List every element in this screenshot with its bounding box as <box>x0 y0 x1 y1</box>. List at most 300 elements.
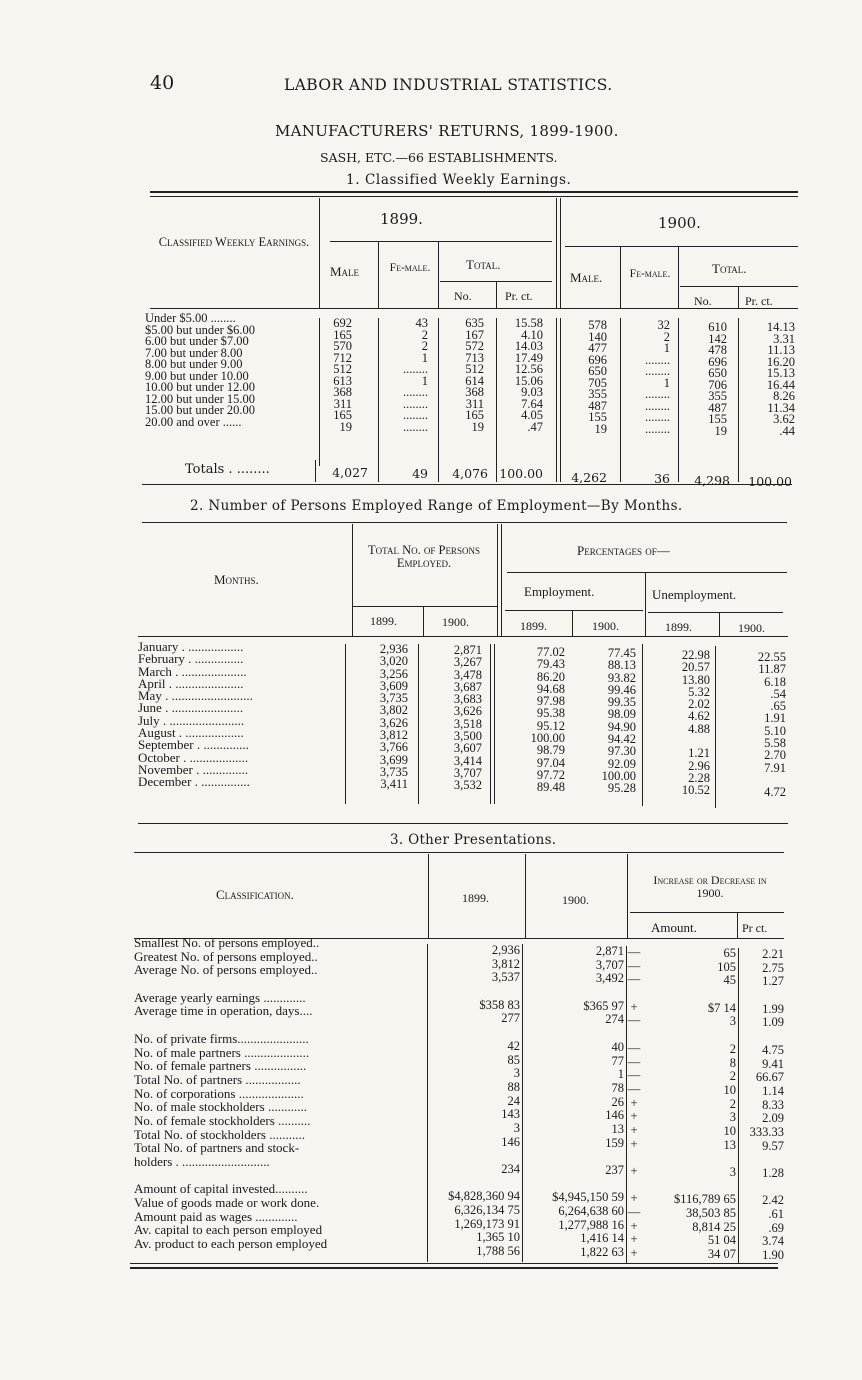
t2-u1900-cell: 4.72 <box>764 785 786 800</box>
t1-f1900-cell: ........ <box>645 410 670 424</box>
t3-labels-cell: Av. product to each person employed <box>134 1236 328 1252</box>
t1-pct1900-cell: 11.13 <box>767 343 795 357</box>
t3-pct-cell: .69 <box>768 1220 784 1235</box>
t1-pct1899-cell: 15.58 <box>514 316 543 330</box>
t1-pct1899-cell: 12.56 <box>514 362 543 376</box>
t2-t1899-cell: 3,812 <box>379 728 408 743</box>
t2-e1899-cell: 100.00 <box>530 731 565 746</box>
t3-v1900-cell: 13 <box>611 1121 624 1136</box>
t2-e1899-cell: 97.98 <box>536 694 565 709</box>
t3-amount-cell: 105 <box>717 959 736 974</box>
t3-v1899-cell: 3,812 <box>491 956 520 971</box>
t2-header-unemp-1900: 1900. <box>738 621 765 635</box>
t3-pct-cell: 333.33 <box>749 1124 784 1139</box>
t1-f1900-cell: 1 <box>663 341 670 355</box>
t3-values-1899 <box>430 945 520 1260</box>
t2-u1899-cell: 20.57 <box>681 660 710 675</box>
t3-header-increase-decrease: Increase or Decrease in 1900. <box>653 873 767 900</box>
t2-header-unemployment: Unemployment. <box>652 587 737 602</box>
t2-months-cell: August . .................. <box>138 725 244 741</box>
t3-labels-cell: No. of female stockholders .......... <box>134 1112 311 1128</box>
t1-m1899-cell: 165 <box>333 408 352 422</box>
t3-pct-cell: 1.28 <box>762 1166 784 1180</box>
t1-pct1899-cell: 14.03 <box>514 339 543 353</box>
t2-months-cell: December . ............... <box>138 774 250 790</box>
t1-pct1900-cell: 16.20 <box>766 354 795 369</box>
t3-sign-cell: — <box>627 958 641 973</box>
t2-months-cell: November . .............. <box>138 761 249 777</box>
t3-amount-cell: 10 <box>723 1082 736 1097</box>
t1-header-classification: Classified Weekly Earnings. <box>158 235 310 249</box>
t1-pct1900-cell: .44 <box>779 423 795 438</box>
t3-amount-cell: 65 <box>723 946 736 960</box>
t2-e1899-cell: 86.20 <box>536 669 565 684</box>
t2-e1900-cell: 94.90 <box>607 719 636 734</box>
t2-months-cell: March . .................... <box>138 663 247 679</box>
t3-v1900-cell: 1 <box>617 1067 624 1082</box>
t3-v1899-cell: 146 <box>501 1134 520 1149</box>
t1-pct1899-cell: 7.64 <box>521 396 543 411</box>
t2-month-labels <box>138 641 343 789</box>
t3-v1900-cell: 1,416 14 <box>580 1231 624 1246</box>
t1-m1900-cell: 578 <box>588 318 607 332</box>
t1-no1899-cell: 311 <box>465 396 484 411</box>
t1-no1900-cell: 487 <box>708 400 727 415</box>
t1-totals-female-1899: 49 <box>412 466 428 481</box>
t3-labels-cell: No. of male stockholders ............ <box>134 1099 307 1115</box>
t1-pct1900-cell: 11.34 <box>767 400 795 415</box>
t1-f1900-cell: 2 <box>663 329 670 344</box>
t3-pct-cell: 66.67 <box>755 1070 784 1085</box>
t2-e1900-cell: 100.00 <box>601 768 636 783</box>
t1-m1900-cell: 696 <box>588 352 607 367</box>
t1-pct1899-cell: 4.10 <box>521 327 543 342</box>
t1-labels-cell: 7.00 but under 8.00 <box>145 345 243 360</box>
t3-amount-cell: 10 <box>723 1123 736 1138</box>
t3-header-pct: Pr ct. <box>742 921 768 935</box>
t3-labels-cell: No. of female partners ................ <box>134 1058 307 1074</box>
t1-labels-cell: 6.00 but under $7.00 <box>145 334 249 348</box>
t3-sign-cell: — <box>627 972 641 987</box>
t3-labels-cell: Average time in operation, days.... <box>134 1003 313 1019</box>
t3-pct-cell: 1.99 <box>762 1001 784 1016</box>
t3-amount-cell: 3 <box>729 1110 736 1125</box>
t1-f1899-cell: 1 <box>421 350 428 365</box>
t1-totals-pct-1900: 100.00 <box>748 474 792 489</box>
t1-totals-female-1900: 36 <box>654 471 670 486</box>
page-number: 40 <box>150 72 175 94</box>
t1-labels-cell: 12.00 but under 15.00 <box>145 391 256 406</box>
t2-t1899-cell: 3,802 <box>379 703 408 718</box>
t2-t1900-cell: 3,687 <box>453 679 482 694</box>
t3-amount-cell: 2 <box>729 1069 736 1084</box>
t2-u1899-cell: 4.88 <box>688 721 710 736</box>
t3-sign-cell: + <box>630 999 638 1014</box>
t3-v1899-cell: $358 83 <box>479 997 520 1012</box>
t3-v1899-cell: 24 <box>507 1093 520 1108</box>
t3-pct-cell: .61 <box>768 1207 784 1222</box>
t1-labels-cell: 15.00 but under 20.00 <box>145 403 256 417</box>
t3-values-1900 <box>526 946 624 1261</box>
t3-amount-cell: 45 <box>723 973 736 988</box>
t3-labels-cell: Amount of capital invested.......... <box>134 1181 308 1197</box>
t1-pct1899-cell: .47 <box>527 419 543 434</box>
t2-t1900-cell: 3,500 <box>453 729 482 744</box>
t3-pct-cell: 1.90 <box>762 1248 784 1263</box>
t3-amount-cell: 8 <box>729 1055 736 1070</box>
t3-pct-cell: 2.75 <box>762 960 784 975</box>
t2-e1899-cell: 95.38 <box>536 706 565 721</box>
t3-sign-cell: + <box>630 1095 638 1110</box>
t1-no1900-cell: 155 <box>708 412 727 426</box>
t2-t1899-cell: 3,256 <box>379 666 408 681</box>
t1-m1899-cell: 570 <box>333 339 352 353</box>
t3-sign-cell: — <box>627 945 641 959</box>
t1-no1899-cell: 368 <box>465 385 484 399</box>
t3-sign-cell: + <box>630 1191 638 1206</box>
t2-e1900-cell: 88.13 <box>607 658 636 673</box>
t2-e1899-cell: 77.02 <box>536 645 565 659</box>
t2-u1899-cell: 13.80 <box>681 672 710 687</box>
t3-sign-cell: + <box>630 1109 638 1124</box>
t2-e1900-cell: 99.46 <box>607 682 636 697</box>
t3-pct-cell: 2.42 <box>762 1193 784 1208</box>
t1-no1900-cell: 696 <box>708 354 727 369</box>
t3-v1900-cell: 274 <box>605 1012 624 1027</box>
t2-t1899-cell: 3,609 <box>379 678 408 693</box>
t3-v1899-cell: 143 <box>501 1107 520 1122</box>
t2-header-total-1900: 1900. <box>442 615 469 629</box>
t3-labels-cell: Greatest No. of persons employed.. <box>134 948 318 964</box>
t3-v1900-cell: 3,707 <box>595 957 624 972</box>
t2-header-months: Months. <box>214 572 259 587</box>
t2-t1900-cell: 3,683 <box>453 692 482 707</box>
t2-u1899-cell: 2.28 <box>688 770 710 785</box>
t1-female-1900 <box>622 320 670 435</box>
t1-pct1900-cell: 3.62 <box>773 412 795 426</box>
t2-u1900-cell: 5.10 <box>764 723 786 738</box>
t2-t1900-cell: 3,518 <box>453 716 482 731</box>
t1-m1900-cell: 705 <box>588 375 607 390</box>
t2-months-cell: June . ...................... <box>138 700 244 716</box>
t1-m1900-cell: 650 <box>588 364 607 378</box>
t1-no1900-cell: 142 <box>708 331 727 346</box>
t2-t1899-cell: 3,020 <box>379 654 408 669</box>
t1-m1899-cell: 19 <box>339 419 352 434</box>
t3-amount-cell: 2 <box>729 1041 736 1056</box>
t3-v1900-cell: $4,945,150 59 <box>552 1190 624 1205</box>
t2-header-emp-1899: 1899. <box>520 619 547 633</box>
t1-no1899-cell: 635 <box>465 316 484 330</box>
t3-amount-cell: $7 14 <box>707 1000 736 1015</box>
t1-no1899-cell: 165 <box>465 408 484 422</box>
t1-f1900-cell: 1 <box>663 375 670 390</box>
t1-header-female-1899: Fe-male. <box>389 262 431 274</box>
t1-labels-cell: 9.00 but under 10.00 <box>145 368 249 383</box>
t1-labels-cell: $5.00 but under $6.00 <box>145 322 256 337</box>
t3-v1899-cell: 6,326,134 75 <box>454 1203 520 1218</box>
t1-no1900-cell: 650 <box>708 366 727 380</box>
t3-sign-cell: + <box>630 1122 638 1137</box>
t1-header-pct-1900: Pr. ct. <box>745 294 773 308</box>
t1-m1900-cell: 355 <box>588 387 607 401</box>
t2-u1899-cell: 22.98 <box>681 648 710 662</box>
t2-t1899-cell: 3,411 <box>380 777 408 792</box>
t2-t1899-cell: 3,626 <box>379 715 408 730</box>
t3-amount-cell: 2 <box>729 1096 736 1111</box>
t3-sign-cell: + <box>630 1164 638 1178</box>
t2-u1900-cell: 5.58 <box>764 736 786 751</box>
t2-e1899-cell: 98.79 <box>536 743 565 758</box>
t2-e1899-cell: 79.43 <box>536 657 565 672</box>
t1-f1900-cell: ........ <box>645 364 670 378</box>
t3-labels-cell: Total No. of partners ................. <box>134 1071 301 1087</box>
t1-m1900-cell: 155 <box>588 410 607 424</box>
t1-total-pct-1900 <box>740 322 795 437</box>
t1-f1899-cell: 2 <box>421 327 428 342</box>
t1-header-no-1900: No. <box>694 294 712 308</box>
t3-labels-cell: Av. capital to each person employed <box>134 1222 323 1238</box>
t3-v1899-cell: 88 <box>507 1079 520 1094</box>
t3-sign-cell: + <box>630 1218 638 1233</box>
t3-v1900-cell: 3,492 <box>595 971 624 986</box>
t2-e1900-cell: 92.09 <box>607 756 636 771</box>
t3-labels-cell: Smallest No. of persons employed.. <box>134 935 320 950</box>
t2-t1900-cell: 3,532 <box>453 778 482 793</box>
t3-amount-cell: 3 <box>729 1014 736 1029</box>
t3-sign-cell: — <box>627 1081 641 1096</box>
t2-months-cell: February . ............... <box>138 651 244 667</box>
t1-pct1900-cell: 3.31 <box>773 331 795 346</box>
t2-u1899-cell: 4.62 <box>688 709 710 724</box>
t1-header-1900: 1900. <box>658 214 701 232</box>
t3-labels-cell: No. of male partners .................... <box>134 1044 310 1060</box>
t1-labels-cell: Under $5.00 ........ <box>145 311 236 325</box>
t2-u1900-cell: 2.70 <box>764 748 786 763</box>
t3-v1899-cell <box>430 1027 520 1041</box>
t3-pct-cell: 2.09 <box>762 1111 784 1126</box>
t3-v1900-cell: 146 <box>605 1108 624 1123</box>
t3-v1900-cell: 1,277,988 16 <box>558 1217 624 1232</box>
t1-totals-male-1900: 4,262 <box>571 470 607 485</box>
t2-u1899-cell: 2.02 <box>688 697 710 712</box>
t1-header-pct-1899: Pr. ct. <box>505 289 533 303</box>
t3-pct-cell: 9.57 <box>762 1138 784 1153</box>
t1-pct1899-cell: 4.05 <box>521 408 543 422</box>
t2-t1900-cell: 3,707 <box>453 765 482 780</box>
t3-v1899-cell: 3 <box>513 1120 520 1135</box>
t1-no1899-cell: 512 <box>465 362 484 376</box>
t1-m1900-cell: 487 <box>588 398 607 413</box>
t3-pct-cell: 8.33 <box>762 1097 784 1112</box>
t2-e1899-cell: 94.68 <box>536 681 565 696</box>
t2-months-cell: October . .................. <box>138 749 249 765</box>
t2-t1899-cell: 3,735 <box>379 691 408 706</box>
t2-u1900-cell: 1.91 <box>764 711 786 726</box>
t1-male-1900 <box>562 320 607 435</box>
t1-pct1900-cell: 16.44 <box>766 377 795 392</box>
t3-sign-cell: — <box>627 1054 641 1069</box>
t2-months-cell: July . ....................... <box>138 712 245 728</box>
t3-labels-cell: Average No. of persons employed.. <box>134 962 318 978</box>
t1-pct1899-cell: 17.49 <box>514 350 543 365</box>
t2-employment-1900 <box>570 648 636 796</box>
t1-header-1899: 1899. <box>380 210 423 228</box>
t2-u1899-cell: 10.52 <box>681 783 710 798</box>
t1-m1900-cell: 19 <box>594 421 607 436</box>
t2-months-cell: May . ......................... <box>138 688 253 704</box>
t3-pct-cell: 3.74 <box>762 1234 784 1249</box>
t1-header-total-1899: Total. <box>466 257 501 272</box>
t2-u1900-cell: 6.18 <box>764 674 786 689</box>
t3-labels-cell: Value of goods made or work done. <box>134 1195 320 1211</box>
t2-header-employment: Employment. <box>524 584 595 599</box>
t1-header-male-1899: Male <box>330 264 360 279</box>
t3-v1900-cell: 2,871 <box>595 944 624 958</box>
t2-u1899-cell: 5.32 <box>688 684 710 699</box>
t3-amount-cell: 3 <box>729 1165 736 1179</box>
t3-v1900-cell: $365 97 <box>583 998 624 1013</box>
t2-t1900-cell: 3,267 <box>453 655 482 670</box>
t3-sign-cell: + <box>630 1232 638 1247</box>
t3-header-1899: 1899. <box>462 891 489 905</box>
t1-labels-cell: 8.00 but under 9.00 <box>145 357 243 371</box>
t3-pct-cell: 1.27 <box>762 974 784 989</box>
t1-header-no-1899: No. <box>454 289 472 303</box>
t3-v1899-cell: 1,365 10 <box>476 1230 520 1245</box>
t1-no1900-cell: 355 <box>708 389 727 403</box>
t2-u1900-cell: .65 <box>770 699 786 714</box>
t2-e1900-cell: 93.82 <box>607 670 636 685</box>
t2-t1899-cell: 3,766 <box>379 740 408 755</box>
t1-f1899-cell: ........ <box>403 408 428 422</box>
t1-no1899-cell: 614 <box>465 373 484 388</box>
t1-m1899-cell: 692 <box>333 316 352 330</box>
t2-months-cell: January . ................. <box>138 639 244 654</box>
t3-v1900-cell: 237 <box>605 1163 624 1177</box>
t1-f1899-cell: ........ <box>403 362 428 376</box>
t3-labels-cell: Total No. of partners and stock- <box>134 1140 300 1156</box>
t1-no1900-cell: 610 <box>708 320 727 334</box>
t1-f1899-cell: 43 <box>415 316 428 330</box>
t1-f1900-cell: ........ <box>645 421 670 436</box>
t1-total-no-1899 <box>440 318 484 433</box>
t1-female-1899 <box>380 318 428 433</box>
t3-v1900-cell: 26 <box>611 1094 624 1109</box>
t1-header-female-1900: Fe-male. <box>629 268 671 280</box>
t2-header-unemp-1899: 1899. <box>665 620 692 634</box>
t3-amount-cell <box>644 1030 736 1044</box>
t3-labels-cell: No. of private firms...................... <box>134 1030 309 1046</box>
t1-f1899-cell: 2 <box>421 339 428 353</box>
t1-m1899-cell: 512 <box>333 362 352 376</box>
t3-pct-cell: 2.21 <box>762 947 784 961</box>
t2-employment-1899 <box>500 647 565 795</box>
t3-labels-cell: No. of corporations .................... <box>134 1085 304 1101</box>
t3-sign-cell: — <box>627 1013 641 1028</box>
t2-t1900-cell: 3,626 <box>453 704 482 719</box>
t1-totals-male-1899: 4,027 <box>332 465 368 480</box>
t3-v1899-cell: 3 <box>513 1066 520 1081</box>
t3-header-1900: 1900. <box>562 893 589 907</box>
t3-pct-cell: 1.14 <box>762 1083 784 1098</box>
t3-header-classification: Classification. <box>216 887 294 902</box>
section-title-1: 1. Classified Weekly Earnings. <box>346 172 572 188</box>
t3-amount-cell: 38,503 85 <box>686 1206 736 1221</box>
t2-u1900-cell: .54 <box>770 686 786 701</box>
t3-v1899-cell: 2,936 <box>491 943 520 957</box>
t1-pct1899-cell: 15.06 <box>514 373 543 388</box>
t2-t1899-cell: 3,735 <box>379 764 408 779</box>
t3-amount-cell <box>644 1153 736 1167</box>
t3-labels-cell: holders . ........................... <box>134 1154 270 1169</box>
page-subtitle: SASH, ETC.—66 ESTABLISHMENTS. <box>320 150 558 165</box>
t3-amount-cell: 51 04 <box>707 1233 736 1248</box>
t1-f1899-cell: ........ <box>403 419 428 434</box>
t2-unemployment-1900 <box>720 652 786 800</box>
t3-v1900-cell: 78 <box>611 1080 624 1095</box>
t1-header-male-1900: Male. <box>570 270 603 285</box>
t3-v1900-cell <box>526 1028 624 1042</box>
t2-u1900-cell: 11.87 <box>758 662 786 677</box>
t1-no1899-cell: 572 <box>465 339 484 353</box>
t2-e1900-cell: 99.35 <box>607 695 636 710</box>
t1-f1899-cell: 1 <box>421 373 428 388</box>
page-title: MANUFACTURERS' RETURNS, 1899-1900. <box>275 122 619 140</box>
t3-sign-cell: + <box>630 1136 638 1151</box>
t2-u1900-cell: 22.55 <box>757 650 786 664</box>
t2-u1899-cell: 2.96 <box>688 758 710 773</box>
t1-no1900-cell: 478 <box>708 343 727 357</box>
t1-pct1899-cell: 9.03 <box>521 385 543 399</box>
t3-v1900-cell: 40 <box>611 1039 624 1054</box>
t2-e1899-cell: 97.04 <box>536 755 565 770</box>
t1-total-pct-1899 <box>498 318 543 433</box>
t2-e1899-cell: 89.48 <box>536 780 565 795</box>
t3-v1900-cell: 6,264,638 60 <box>558 1204 624 1219</box>
running-title: LABOR AND INDUSTRIAL STATISTICS. <box>284 76 613 94</box>
t1-no1899-cell: 19 <box>471 419 484 434</box>
t3-v1899-cell: 234 <box>501 1162 520 1176</box>
t2-t1900-cell: 3,478 <box>453 667 482 682</box>
t3-amount <box>644 948 736 1263</box>
section-title-2: 2. Number of Persons Employed Range of Employment—By Months. <box>190 498 683 514</box>
t3-v1899-cell: 277 <box>501 1011 520 1026</box>
t1-no1899-cell: 167 <box>465 327 484 342</box>
t1-labels-cell: 10.00 but under 12.00 <box>145 380 256 394</box>
t2-unemployment-1899 <box>648 650 710 798</box>
t2-t1899-cell: 2,936 <box>379 642 408 656</box>
t1-totals-pct-1899: 100.00 <box>499 466 543 481</box>
t2-header-total-persons: Total No. of Persons Employed. <box>368 543 480 570</box>
t3-amount-cell: 34 07 <box>707 1247 736 1262</box>
t1-m1899-cell: 368 <box>333 385 352 399</box>
t2-e1900-cell: 95.28 <box>607 781 636 796</box>
t1-header-total-1900: Total. <box>712 261 747 276</box>
t1-pct1900-cell: 8.26 <box>773 389 795 403</box>
t3-pct <box>740 949 784 1264</box>
t2-u1899-cell: 1.21 <box>688 746 710 761</box>
t3-v1899-cell: 3,537 <box>491 970 520 985</box>
t3-amount-cell: $116,789 65 <box>673 1192 736 1207</box>
t1-row-labels <box>145 313 317 428</box>
t3-pct-cell: 4.75 <box>762 1042 784 1057</box>
t1-pct1900-cell: 15.13 <box>766 366 795 380</box>
t2-t1900-cell: 2,871 <box>453 643 482 657</box>
section-title-3: 3. Other Presentations. <box>390 832 557 848</box>
t1-totals-label: Totals . ........ <box>185 462 270 477</box>
t1-total-no-1900 <box>680 322 727 437</box>
